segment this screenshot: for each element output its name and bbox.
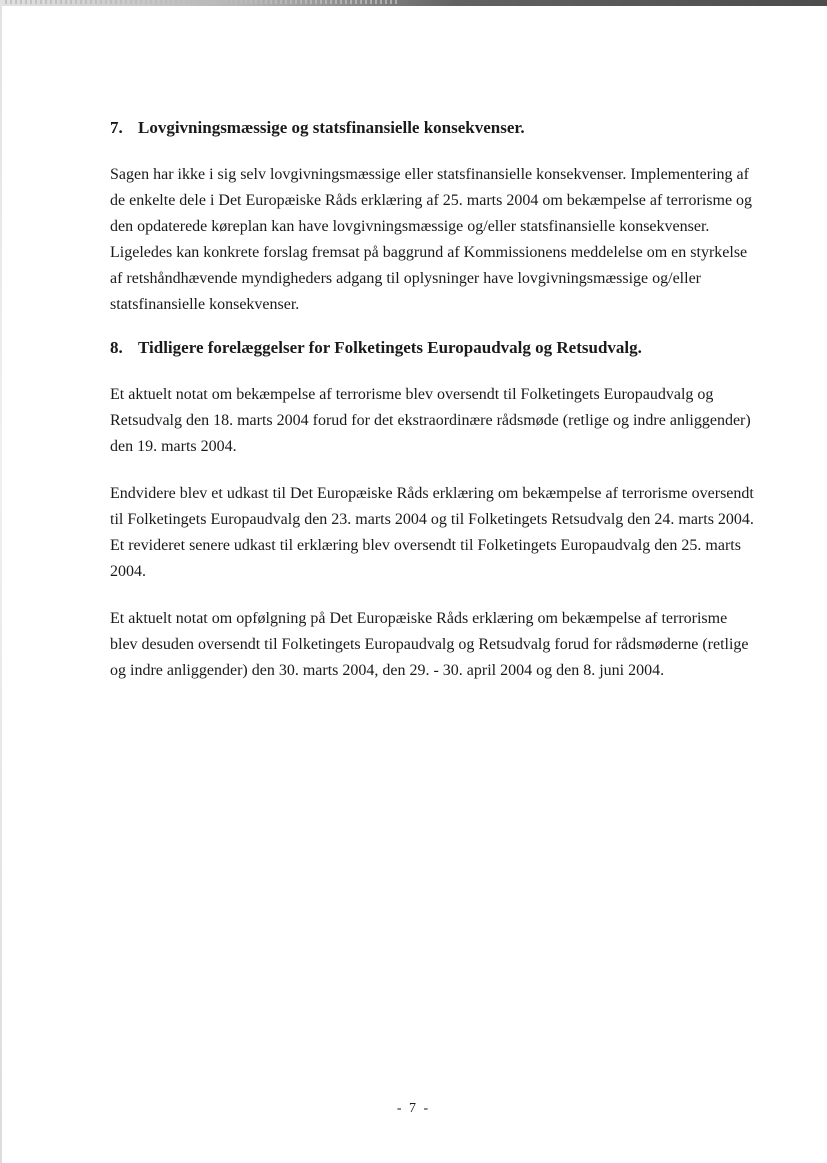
scan-edge-left	[0, 0, 2, 1163]
section-7-heading	[110, 116, 756, 140]
section-8-heading	[110, 336, 756, 360]
page-number: - 7 -	[396, 1101, 431, 1116]
section-8-paragraph-3: Et aktuelt notat om opfølgning på Det Europæiske Råds erklæring om bekæmpelse af terrorisme blev desuden oversendt til Folketingets Europaudvalg og Retsudvalg forud for rådsmøderne (retlige og indre anliggender) den 30. marts 2004, den 29. - 30. april 2004 og den 8. juni 2004.	[110, 610, 749, 679]
section-7-body: Sagen har ikke i sig selv lovgivningsmæssige eller statsfinansielle konsekvenser. Implementering af de enkelte dele i Det Europæiske Råds erklæring af 25. marts 2004 om bekæmpelse af terrorisme og den opdaterede køreplan kan have lovgivningsmæssige og/eller statsfinansielle konsekvenser. Ligeledes kan konkrete forslag fremsat på baggrund af Kommissionens meddelelse om en styrkelse af retshåndhævende myndigheders adgang til oplysninger have lovgivningsmæssige og/eller statsfinansielle konsekvenser.	[110, 166, 753, 313]
document-page	[110, 116, 756, 684]
section-8-paragraph-1: Et aktuelt notat om bekæmpelse af terrorisme blev oversendt til Folketingets Europaudvalg og Retsudvalg den 18. marts 2004 forud for det ekstraordinære rådsmøde (retlige og indre anliggender) den 19. marts 2004.	[110, 386, 751, 455]
section-7-number: 7.	[110, 118, 123, 137]
section-8-number: 8.	[110, 338, 123, 357]
section-8-title: Tidligere forelæggelser for Folketingets Europaudvalg og Retsudvalg.	[138, 338, 642, 357]
section-7-title: Lovgivningsmæssige og statsfinansielle konsekvenser.	[138, 118, 525, 137]
section-8-paragraph-2: Endvidere blev et udkast til Det Europæiske Råds erklæring om bekæmpelse af terrorisme oversendt til Folketingets Europaudvalg den 23. marts 2004 og til Folketingets Retsudvalg den 24. marts 2004. Et revideret senere udkast til erklæring blev oversendt til Folketingets Europaudvalg den 25. marts 2004.	[110, 485, 754, 580]
scan-noise-top	[0, 0, 400, 4]
